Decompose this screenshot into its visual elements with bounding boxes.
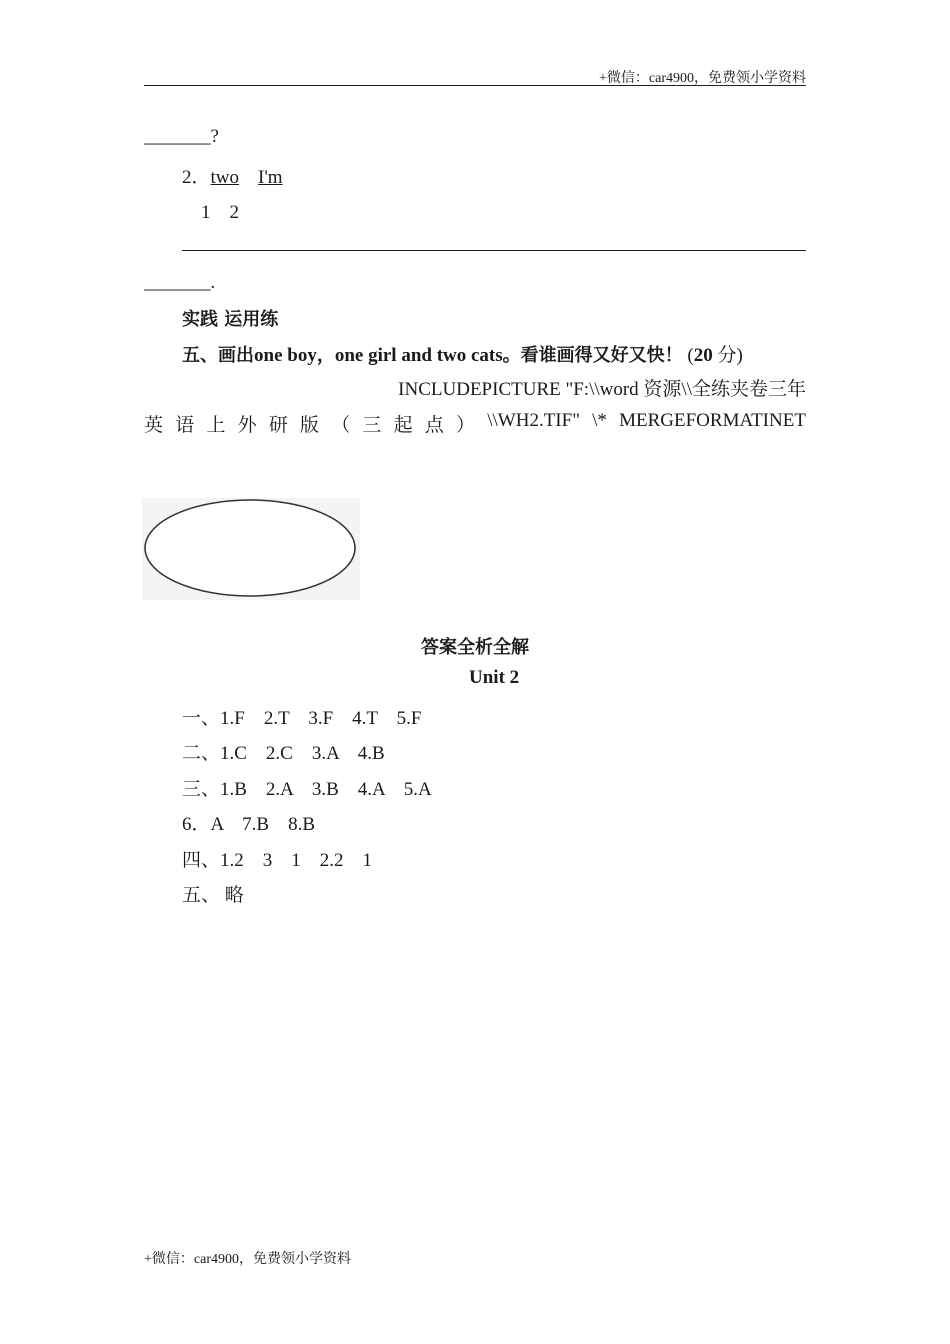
task-suffix: 。看谁画得又好又快！ (502, 345, 683, 366)
answer-row-3: 三、1.B 2.A 3.B 4.A 5.A (182, 779, 432, 800)
answer-row-1: 一、1.F 2.T 3.F 4.T 5.F (182, 708, 422, 729)
task-en-boy: one boy (254, 345, 317, 366)
practice-heading: 实践 运用练 (182, 309, 279, 330)
include-path: \\WH2.TIF" (487, 410, 580, 431)
score-unit: 分) (717, 345, 743, 366)
include-char: 点 (424, 415, 444, 436)
include-char: ） (456, 415, 476, 436)
include-char: 英 (144, 415, 164, 436)
header-rule (144, 85, 806, 86)
answer-row-5: 四、1.2 3 1 2.2 1 (182, 850, 373, 871)
include-char: 语 (175, 415, 195, 436)
include-field-line2 (144, 410, 806, 437)
q2-word-im: I'm (258, 167, 283, 188)
answer-blank: _______ (144, 126, 211, 147)
answer-line (182, 250, 806, 251)
task-prefix: 五、画出 (182, 345, 254, 366)
include-char: 起 (393, 415, 413, 436)
q2-words (182, 162, 283, 189)
task-en-girl-cats: one girl and two cats (334, 345, 503, 366)
answer-row-6: 五、 略 (182, 885, 244, 906)
include-char: （ (331, 415, 351, 436)
task-sep: ， (316, 345, 335, 366)
score-num: 20 (693, 345, 713, 366)
q1-tail (144, 126, 219, 148)
include-switch: \* (592, 410, 607, 431)
answers-unit: Unit 2 (469, 667, 520, 688)
include-format: MERGEFORMATINET (619, 410, 806, 431)
q2-number: 2． (182, 167, 211, 188)
include-field-line1: INCLUDEPICTURE "F:\\word 资源\\全练夹卷三年 (398, 379, 806, 400)
include-char: 三 (362, 415, 382, 436)
question-mark: ? (210, 126, 219, 147)
header-note: +微信：car4900，免费领小学资料 (599, 71, 806, 86)
answers-title: 答案全析全解 (421, 637, 529, 658)
task-five (182, 340, 743, 367)
include-char: 版 (300, 415, 320, 436)
q2-word-two: two (210, 167, 240, 188)
footer-note: +微信：car4900，免费领小学资料 (144, 1252, 351, 1267)
q2-order: 1 2 (201, 202, 240, 223)
q2-tail: _______. (144, 272, 216, 293)
include-char: 研 (268, 415, 288, 436)
answer-row-2: 二、1.C 2.C 3.A 4.B (182, 743, 385, 764)
ellipse-image (142, 498, 360, 600)
drawing-area (142, 498, 360, 600)
answer-row-4: 6．A 7.B 8.B (182, 814, 316, 835)
score-open: ( (687, 345, 694, 366)
include-char: 外 (237, 415, 257, 436)
include-char: 上 (206, 415, 226, 436)
